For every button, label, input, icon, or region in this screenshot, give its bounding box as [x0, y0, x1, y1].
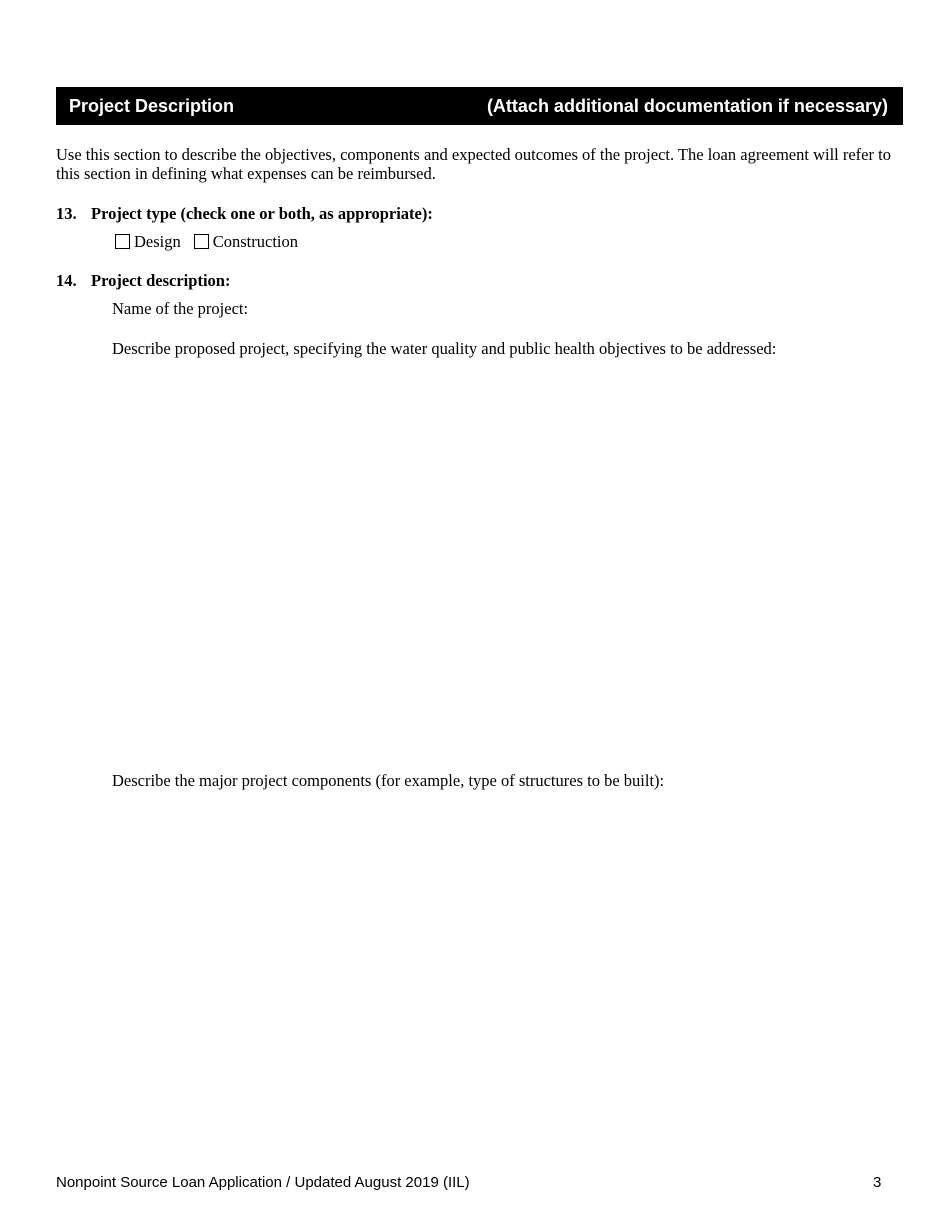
design-option[interactable] [115, 232, 181, 251]
question-14-number: 14. [56, 271, 77, 290]
project-type-options [115, 232, 311, 251]
section-header-bar [56, 87, 903, 125]
question-14-label: Project description: [91, 271, 231, 290]
components-prompt: Describe the major project components (for example, type of structures to be built): [112, 771, 665, 790]
construction-checkbox[interactable] [194, 234, 209, 249]
intro-text: Use this section to describe the objectives, components and expected outcomes of the project. The loan agreement will refer to this section in defining what expenses can be reimbursed. [56, 145, 891, 183]
question-13-label: Project type (check one or both, as appropriate): [91, 204, 433, 223]
design-checkbox[interactable] [115, 234, 130, 249]
section-note: (Attach additional documentation if necessary) [486, 96, 888, 116]
construction-label: Construction [212, 232, 298, 251]
objectives-prompt: Describe proposed project, specifying the water quality and public health objectives to be addressed: [112, 339, 777, 358]
footer-doc-title: Nonpoint Source Loan Application / Updated August 2019 (IIL) [56, 1174, 470, 1191]
page-number: 3 [873, 1174, 882, 1191]
construction-option[interactable] [194, 232, 298, 251]
project-name-prompt: Name of the project: [112, 299, 249, 318]
section-title: Project Description [69, 96, 235, 116]
design-label: Design [134, 232, 181, 251]
question-13-number: 13. [56, 204, 77, 223]
